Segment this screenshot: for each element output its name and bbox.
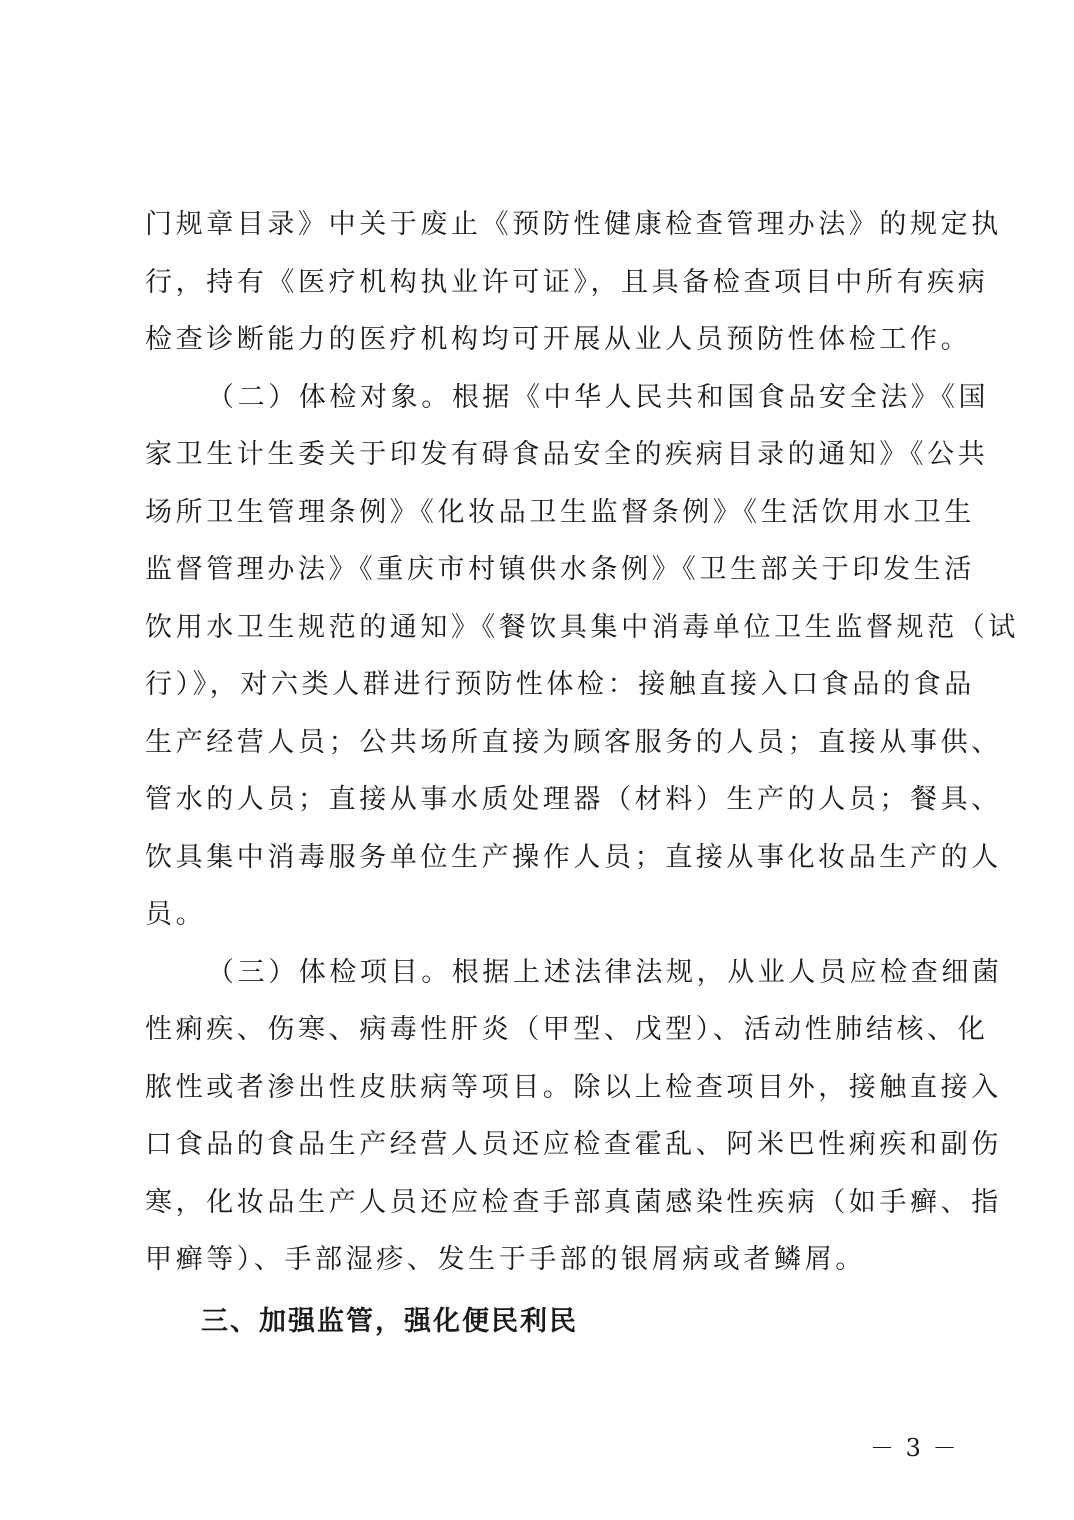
paragraph-line: 脓性或者渗出性皮肤病等项目。除以上检查项目外，接触直接入 — [145, 1071, 1002, 1103]
paragraph-line: 检查诊断能力的医疗机构均可开展从业人员预防性体检工作。 — [145, 324, 972, 355]
paragraph-line: 行）》，对六类人群进行预防性体检：接触直接入口食品的食品 — [145, 669, 975, 700]
paragraph-line: 家卫生计生委关于印发有碍食品安全的疾病目录的通知》《公共 — [145, 439, 989, 470]
paragraph-line: 饮具集中消毒服务单位生产操作人员；直接从事化妆品生产的人 — [145, 841, 1002, 873]
paragraph-line: 甲癣等）、手部湿疹、发生于手部的银屑病或者鳞屑。 — [145, 1244, 866, 1275]
paragraph-line: 寒，化妆品生产人员还应检查手部真菌感染性疾病（如手癣、指 — [145, 1186, 1002, 1218]
paragraph-line: 监督管理办法》《重庆市村镇供水条例》《卫生部关于印发生活 — [145, 554, 975, 585]
paragraph-line: 生产经营人员；公共场所直接为顾客服务的人员；直接从事供、 — [145, 726, 1002, 758]
section-heading: 三、加强监管，强化便民利民 — [201, 1305, 578, 1337]
paragraph-line: 行，持有《医疗机构执业许可证》，且具备检查项目中所有疾病 — [145, 266, 989, 298]
paragraph-line: 场所卫生管理条例》《化妆品卫生监督条例》《生活饮用水卫生 — [145, 496, 975, 528]
paragraph-line: 管水的人员；直接从事水质处理器（材料）生产的人员；餐具、 — [145, 784, 1002, 815]
document-body — [145, 196, 1019, 1350]
paragraph-line: 饮用水卫生规范的通知》《餐饮具集中消毒单位卫生监督规范（试 — [145, 611, 1019, 643]
paragraph-line: 性痢疾、伤寒、病毒性肝炎（甲型、戊型）、活动性肺结核、化 — [145, 1014, 989, 1045]
paragraph-line: （二）体检对象。根据《中华人民共和国食品安全法》《国 — [207, 381, 990, 413]
page-number: － 3 － — [870, 1434, 959, 1462]
paragraph-line: 员。 — [145, 899, 207, 930]
paragraph-line: （三）体检项目。根据上述法律法规，从业人员应检查细菌 — [207, 956, 1003, 988]
paragraph-line: 口食品的食品生产经营人员还应检查霍乱、阿米巴性痢疾和副伤 — [145, 1129, 1002, 1160]
paragraph-line: 门规章目录》中关于废止《预防性健康检查管理办法》的规定执 — [145, 209, 1002, 240]
